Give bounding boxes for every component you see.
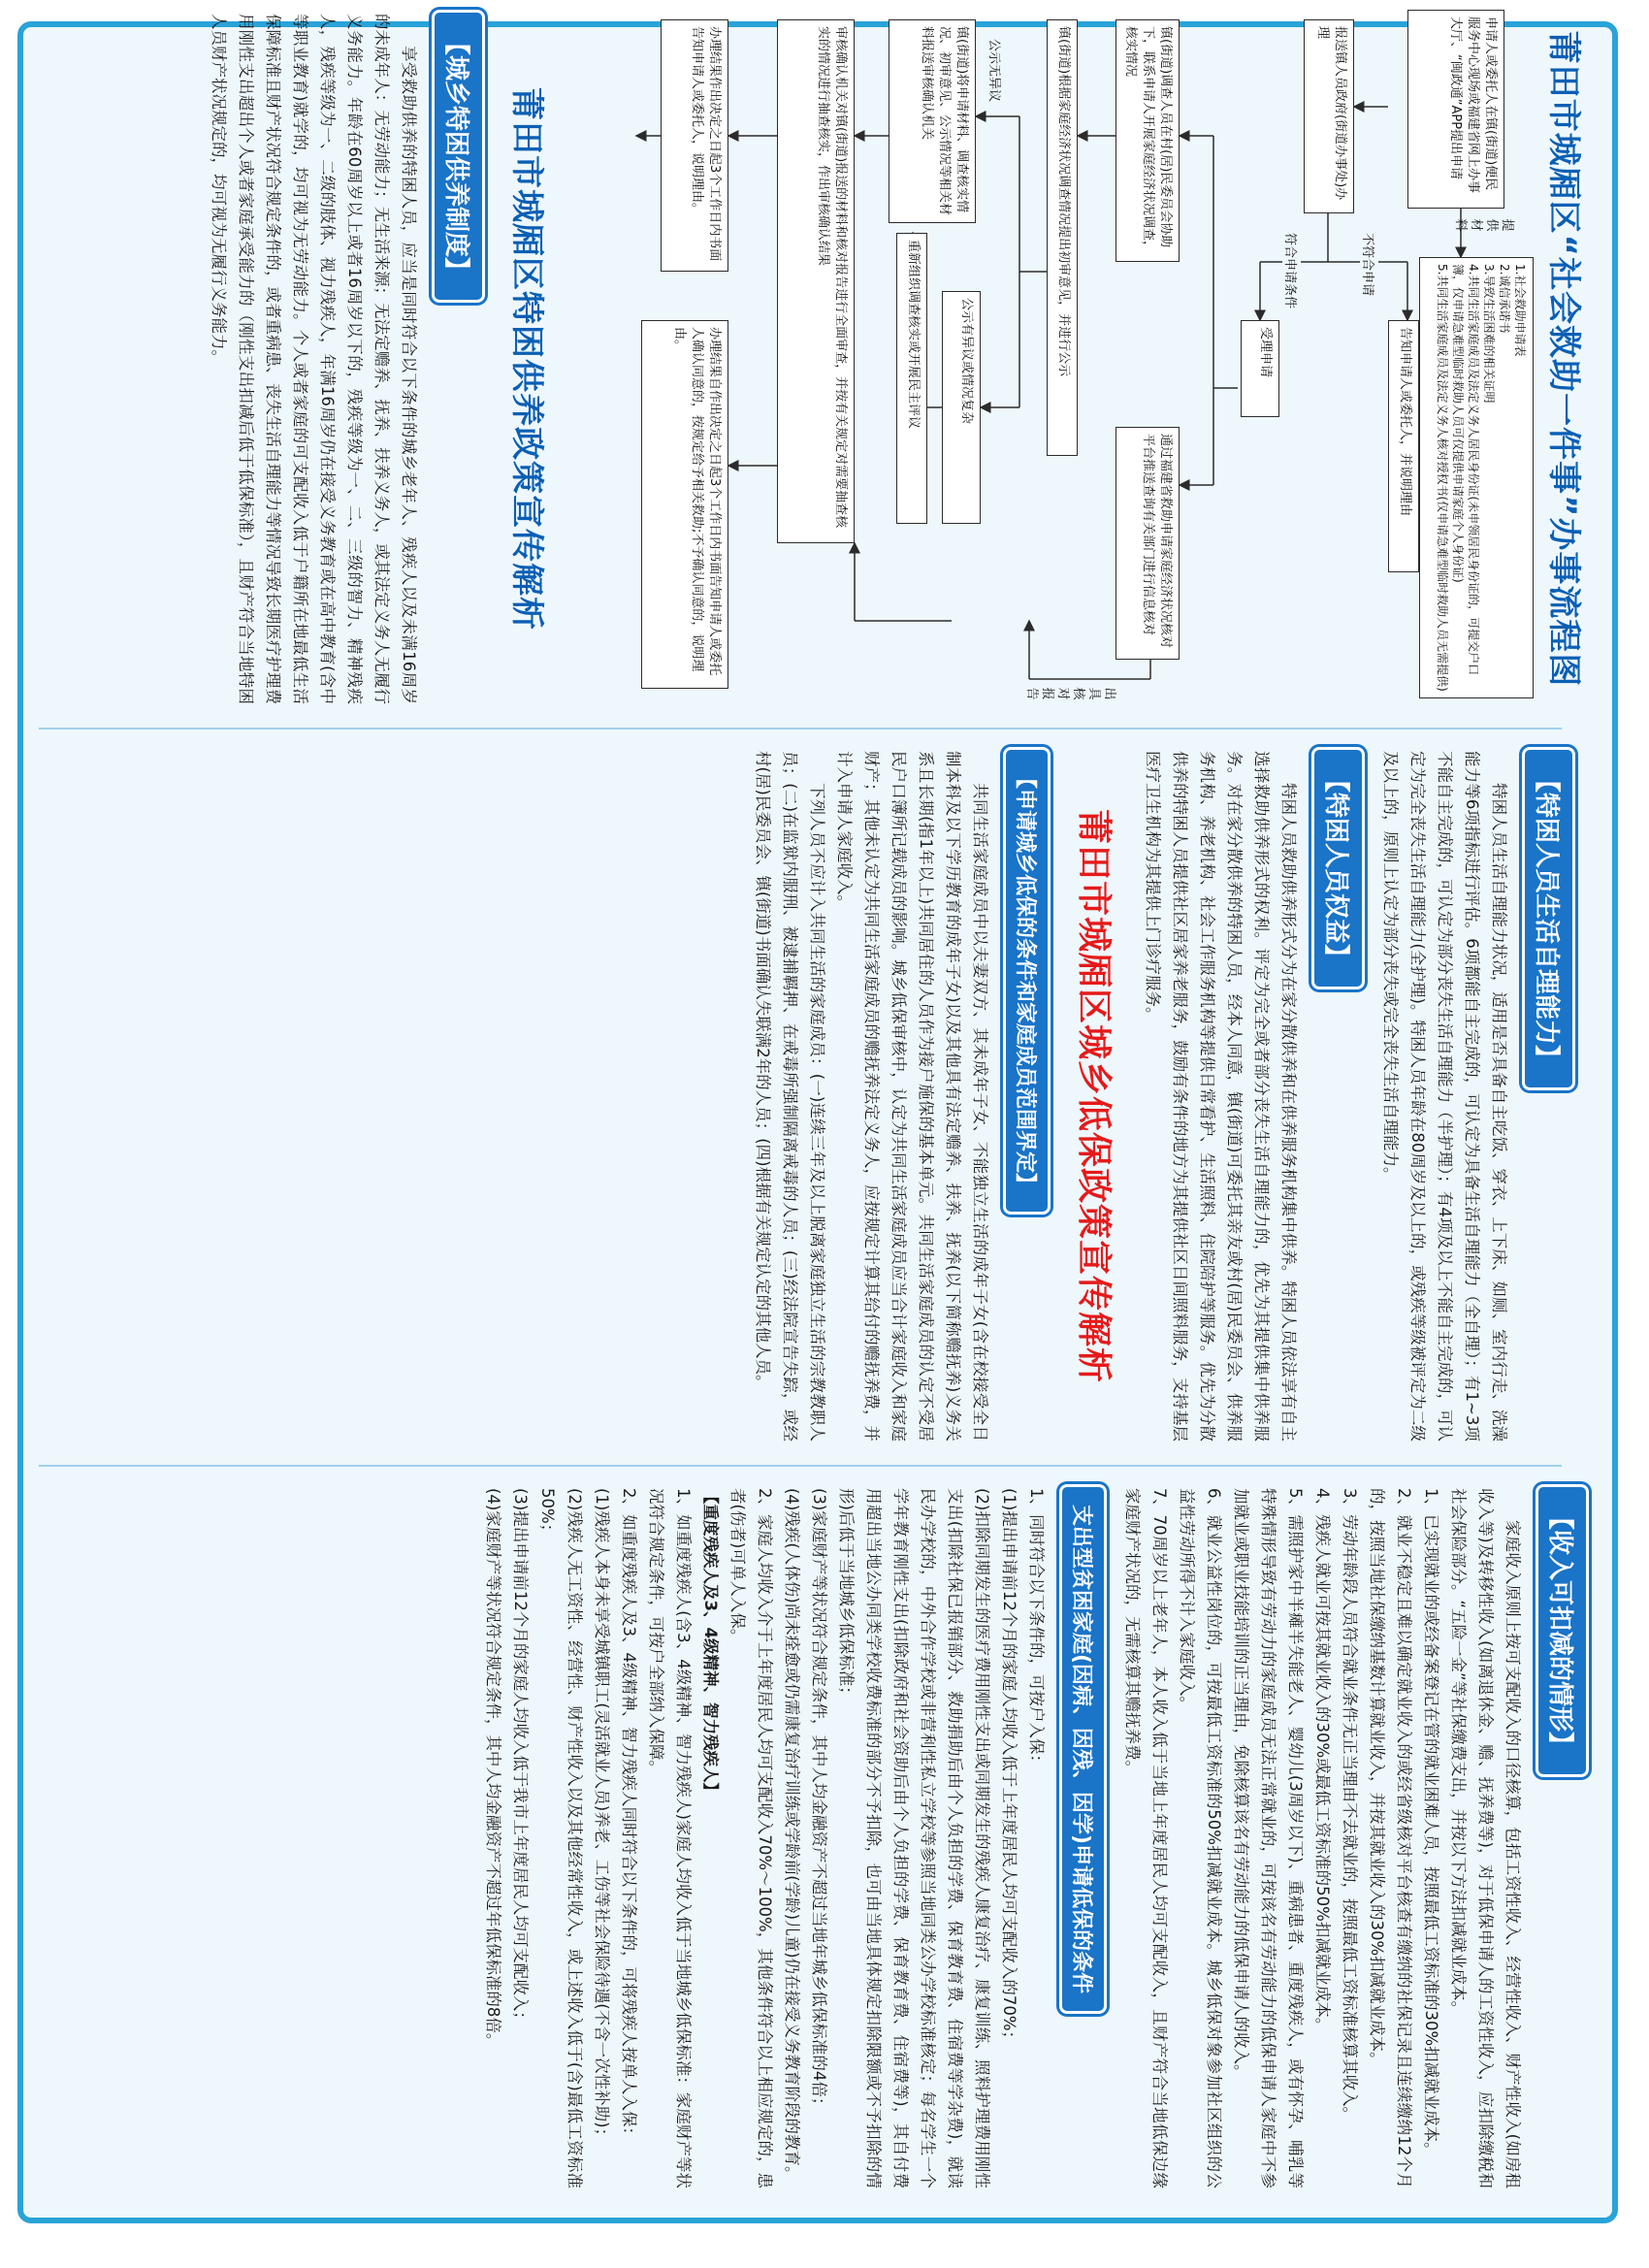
income-item: 3、劳动年龄段人员符合就业条件无正当理由不去就业的，按照最低工资标准核算其收入。 bbox=[1341, 1488, 1359, 2122]
condition-item: (4)家庭财产等状况符合规定条件，其中人均金融资产不超过年低保标准的8倍。 bbox=[484, 1488, 502, 2050]
condition-item: 2、如重度残疾人及3、4级精神、智力残疾人同时符合以下条件的，可将残疾人按单人入保： bbox=[620, 1488, 638, 2143]
flow-materials-label: 提供材料 bbox=[1453, 218, 1514, 232]
flow-system-check-box: 通过福建省救助申请家庭经济状况核对平台推送查询有关部门进行信息核对 bbox=[1116, 427, 1180, 660]
flowchart bbox=[554, 0, 1534, 718]
flow-not-eligible-label: 不符合申请 bbox=[1360, 233, 1378, 296]
flowchart-title: 莆田市城厢区“社会救助一件事”办事流程图 bbox=[1544, 30, 1583, 688]
panel-income-conditions bbox=[0, 1474, 1600, 2202]
flow-audit-box: 审核确认机关对镇(街道)报送的材料和核对报告进行全面审查，并按有关规定对需要抽查核实的情况进行抽查核实，作出审核确认结果 bbox=[777, 19, 855, 543]
income-item: 1、已实现就业的或经备案登记在管的就业困难人员，按照最低工资标准的30%扣减就业成本。 bbox=[1422, 1488, 1440, 2158]
income-item: 5、需照护家中半瘫半失能老人、婴幼儿(3周岁以下)、重病患者、重度残疾人，或有怀孕、哺乳等特殊情形导致有劳动力的家庭成员无法正常就业的，可按该名有劳动能力的低保申请人家庭中不参加就业或职业技能培训的正当理由，免除核算该名有劳动能力的低保申请人的收入。 bbox=[1232, 1488, 1305, 2188]
panel-flowchart bbox=[0, 0, 1600, 718]
rights-text: 特困人员救助供养形式分为在家分散供养和在供养服务机构集中供养。特困人员依法享有自主选择救助供养形式的权利。评定为完全或者部分丧失生活自理能力的，优先为其提供集中供养服务。对在家分散供养的特困人员，经本人同意，镇(街道)可委托其亲友或村(居)民委员会、供养服务机构、养老机构、社会工作服务机构等提供日常看护、生活照料、住院陪护等服务。优先为分散供养的特困人员提供社区居家养老服务，鼓励有条件的地方为其提供社区日间照料服务，支持基层医疗卫生机构为其提供上门诊疗服务。 bbox=[1144, 751, 1298, 1442]
flow-accept-box: 受理申请 bbox=[1241, 320, 1279, 417]
flow-public-ok-label: 公示无异议 bbox=[986, 39, 1005, 102]
dibao-title: 莆田市城厢区城乡低保政策宣传解析 bbox=[1074, 808, 1114, 1383]
condition-item: (2)扣除同期发生的医疗费用刚性支出或同期发生的残疾人康复治疗、康复训练、照料护理费用刚性支出(扣除社保已报销部分、救助捐助后由个人负担的学费、保育教育费、住宿费等学杂费)，就读民办学校的，中外合作学校或非营利性私立学校等参照当地同类公办学校标准核定；每名学生一个学年教育刚性支出(扣除政府和社会资助后由个人负担的学费、保育教育费、住宿费等)，其自付费用超出当地公办同类学校收费标准的部分不予扣除，也可由当地具体规定扣除限额或不予扣除的情形)后低于当地城乡低保标准； bbox=[837, 1488, 991, 2188]
income-list bbox=[1118, 1488, 1444, 2188]
panel-tekun-dibao bbox=[0, 737, 1600, 1455]
condition-item: (1)提出申请前12个月的家庭人均收入低于上年度居民人均可支配收入的70%； bbox=[1000, 1488, 1018, 2048]
condition-item: (1)残疾人本身未享受城镇职工(灵活就业人员)养老、工伤等社会保险待遇(不含一次性补助)； bbox=[593, 1488, 611, 2145]
condition-item: (3)提出申请前12个月的家庭人均收入低于我市上年度居民人均可支配收入； bbox=[511, 1488, 530, 2027]
flow-report-label: 出具核对报告 bbox=[1024, 687, 1116, 700]
condition-item: 1、如重度残疾人(含3、4级精神、智力残疾人)家庭人均收入低于当地城乡低保标准：家庭财产等状况符合规定条件，可按户全部纳入保障。 bbox=[647, 1488, 693, 2188]
flow-result-ok-box: 办理结果自作出决定之日起3个工作日内书面告知申请人或委托人确认同意的，按规定给予相关救助;不予确认同意的，说明理由。 bbox=[641, 320, 728, 689]
condition-item: (3)家庭财产等状况符合规定条件，其中人均金融资产不超过当地年城乡低保标准的4倍； bbox=[810, 1488, 828, 2114]
flow-investigate-box: 镇(街道)调查人员在村(居)民委员会协助下，联系申请人开展家庭经济状况调查，核实情况 bbox=[1116, 19, 1180, 262]
family-text-2: 下列人员不应计入共同生活的家庭成员：(一)连续三年及以上脱离家庭独立生活的宗教教职人员；(二)在监狱内服刑、被逮捕羁押、在戒毒所强制隔离戒毒的人员；(三)经法院宣告失踪，或经村(居)民委员会、镇(街道)书面确认失联满2年的人员；(四)根据有关规定认定的其他人员。 bbox=[754, 751, 826, 1442]
condition-item: (4)残疾(人体伤)尚未痊愈或仍需康复治疗训练或学龄前(学龄)儿童)仍在接受义务教育阶段的教育。 bbox=[783, 1488, 801, 2183]
tekun-title: 莆田市城厢区特困供养政策宣传解析 bbox=[507, 87, 546, 631]
income-intro: 家庭收入原则上按可支配收入的口径核算，包括工资性收入、经营性收入、财产性收入(如房租收入等)及转移性收入(如离退休金、赡、抚养费等)，对于低保申请人的工资性收入，应扣除缴税和社会保险部分。“五险一金”等社保缴费支出，并按以下方法扣减就业成本。 bbox=[1449, 1488, 1522, 2188]
tekun-system-text: 享受救助供养的特困人员，应当是同时符合以下条件的城乡老年人、残疾人以及未满16周岁的未成年人：无劳动能力；无生活来源；无法定赡养、抚养、扶养义务人，或其法定义务人无履行义务能力。年龄在60周岁以上或者16周岁以下的，残疾等级为一、二、三级的智力、精神残疾人，残疾等级为一、二级的肢体、视力残疾人，年满16周岁仍在接受义务教育或在高中教育(含中等职业教育)就学的，均可视为无劳动能力。个人或者家庭的可支配收入低于户籍所在地最低生活保障标准且财产状况符合规定条件的，或者重病患、丧失生活自理能力等情况导致长期医疗护理费用刚性支出超出个人或者家庭承受能力的（刚性支出扣减后低于低保标准），且财产符合当地特困人员财产状况规定的，均可视为无履行义务能力。 bbox=[210, 14, 418, 704]
condition-item: 1、同时符合以下条件的，可按户入保： bbox=[1027, 1488, 1046, 1770]
panel-divider-2 bbox=[39, 1465, 1562, 1467]
flow-result-no-box: 办理结果作出决定之日起3个工作日内书面告知申请人或委托人，说明理由。 bbox=[661, 19, 728, 272]
condition-item: 2、家庭人均收入介于上年度居民人均可支配收入70%～100%，其他条件符合以上相应规定的，患者(伤者)可单人入保。 bbox=[728, 1488, 774, 2188]
flow-apply-box: 申请人或委托人在镇(街道)便民服务中心现场或福建省网上办事大厅、“闽政通”APP提出申请 bbox=[1407, 10, 1504, 209]
flow-town-opinion-box: 镇(街道)将申请材料、调查核实情况、初审意见、公示情况等相关材料报送审核确认机关 bbox=[889, 19, 976, 223]
condition-item: (2)残疾人无工资性、经营性、财产性收入以及其他经常性收入，或上述收入低于(含)最低工资标准50%； bbox=[538, 1488, 584, 2188]
section-tekun-system: 【城乡特困供养制度】 bbox=[432, 10, 485, 303]
panel-divider-1 bbox=[39, 728, 1562, 729]
section-conditions: 支出型贫困家庭(因病、因残、因学)申请低保的条件 bbox=[1059, 1484, 1107, 2014]
section-rights: 【特困人员权益】 bbox=[1311, 747, 1365, 989]
income-item: 2、就业不稳定且难以确定就业收入的或经省级核对平台核查有缴纳的社保记录且连续缴纳12个月的，按照当地社保缴纳基数计算就业收入，并按其就业收入的30%扣减就业成本。 bbox=[1368, 1488, 1413, 2188]
income-item: 7、70周岁以上老年人，本人收入低于当地上年度居民人均可支配收入，且财产符合当地低保边缘家庭财产状况的，无需核算其赡抚养费。 bbox=[1123, 1488, 1169, 2188]
flow-review-box: 镇(街道)根据家庭经济状况调查情况提出初审意见，并进行公示 bbox=[1047, 19, 1078, 456]
selfcare-text: 特困人员生活自理能力状况，适用是否具备自主吃饭、穿衣、上下床、如厕、室内行走、洗澡能力等6项指标进行评估。6项都能自主完成的，可认定为具备生活自理能力（全自理）；有1~3项不能自主完成的，可认定为部分丧失生活自理能力（半护理）；有4项及以上不能自主完成的，可认定为完全丧失生活自理能力(全护理)。特困人员年龄在80周岁及以上的，或残疾等级被评定为二级及以上的，原则上认定为部分丧失或完全丧失生活自理能力。 bbox=[1381, 751, 1508, 1442]
flow-materials-box: 1.社会救助申请表 2.诚信承诺书 3.导致生活困难的相关证明 4.共同生活家庭成员及法定义务人居民身份证(未申领居民身份证的，可提交户口簿，仅申请急难型临时救助人员可仅提供申请家庭个人身份证) 5.共同生活家庭成员及法定义务人核对授权书(仅申请急难型临时救助人员无需提供) bbox=[1419, 257, 1534, 698]
income-item: 4、残疾人就业可按其就业收入的30%或最低工资标准的50%扣减就业成本。 bbox=[1313, 1488, 1332, 2034]
flow-notify-box: 告知申请人或委托人，并说明理由 bbox=[1388, 320, 1419, 572]
flow-public-objection-box: 公示有异议或情况复杂 bbox=[942, 291, 981, 524]
section-family: 【申请城乡低保的条件和家庭成员范围界定】 bbox=[1003, 747, 1051, 1215]
section-selfcare: 【特困人员生活自理能力】 bbox=[1522, 747, 1575, 1090]
section-income: 【收入可扣减的情形】 bbox=[1536, 1484, 1589, 1777]
family-text-1: 共同生活家庭成员中以夫妻双方、其未成年子女、不能独立生活的成年子女(含在校接受全日制本科及以下学历教育的成年子女)以及其他具有法定赡养、扶养、抚养(以下简称赡抚养)义务关系且长期(指1年以上)共同居住的人员作为接户施保的基本单元。共同生活家庭成员的认定不受居民户口簿所记载成员的影响。城乡低保审核中，认定为共同生活家庭成员应当合计家庭收入和家庭财产；其他未认定为共同生活家庭成员的赡抚养法定义务人，应按规定计算其给付的赡抚养费，并计入申请人家庭收入。 bbox=[835, 751, 989, 1442]
flow-eligible-label: 符合申请条件 bbox=[1282, 233, 1301, 308]
flow-re-review-box: 重新组织调查核实或开展民主评议 bbox=[896, 233, 927, 524]
flow-town-box: 报送镇人员政府(街道办事处)办理 bbox=[1304, 19, 1354, 213]
income-item: 6、就业公益性岗位的，可按最低工资标准的50%扣减就业成本。城乡低保对象参加社区组织的公益性劳动所得不计入家庭收入。 bbox=[1178, 1488, 1223, 2188]
conditions-list bbox=[479, 1488, 1050, 2188]
condition-subheading: 【重度残疾人及3、4级精神、智力残疾人】 bbox=[701, 1488, 720, 1798]
